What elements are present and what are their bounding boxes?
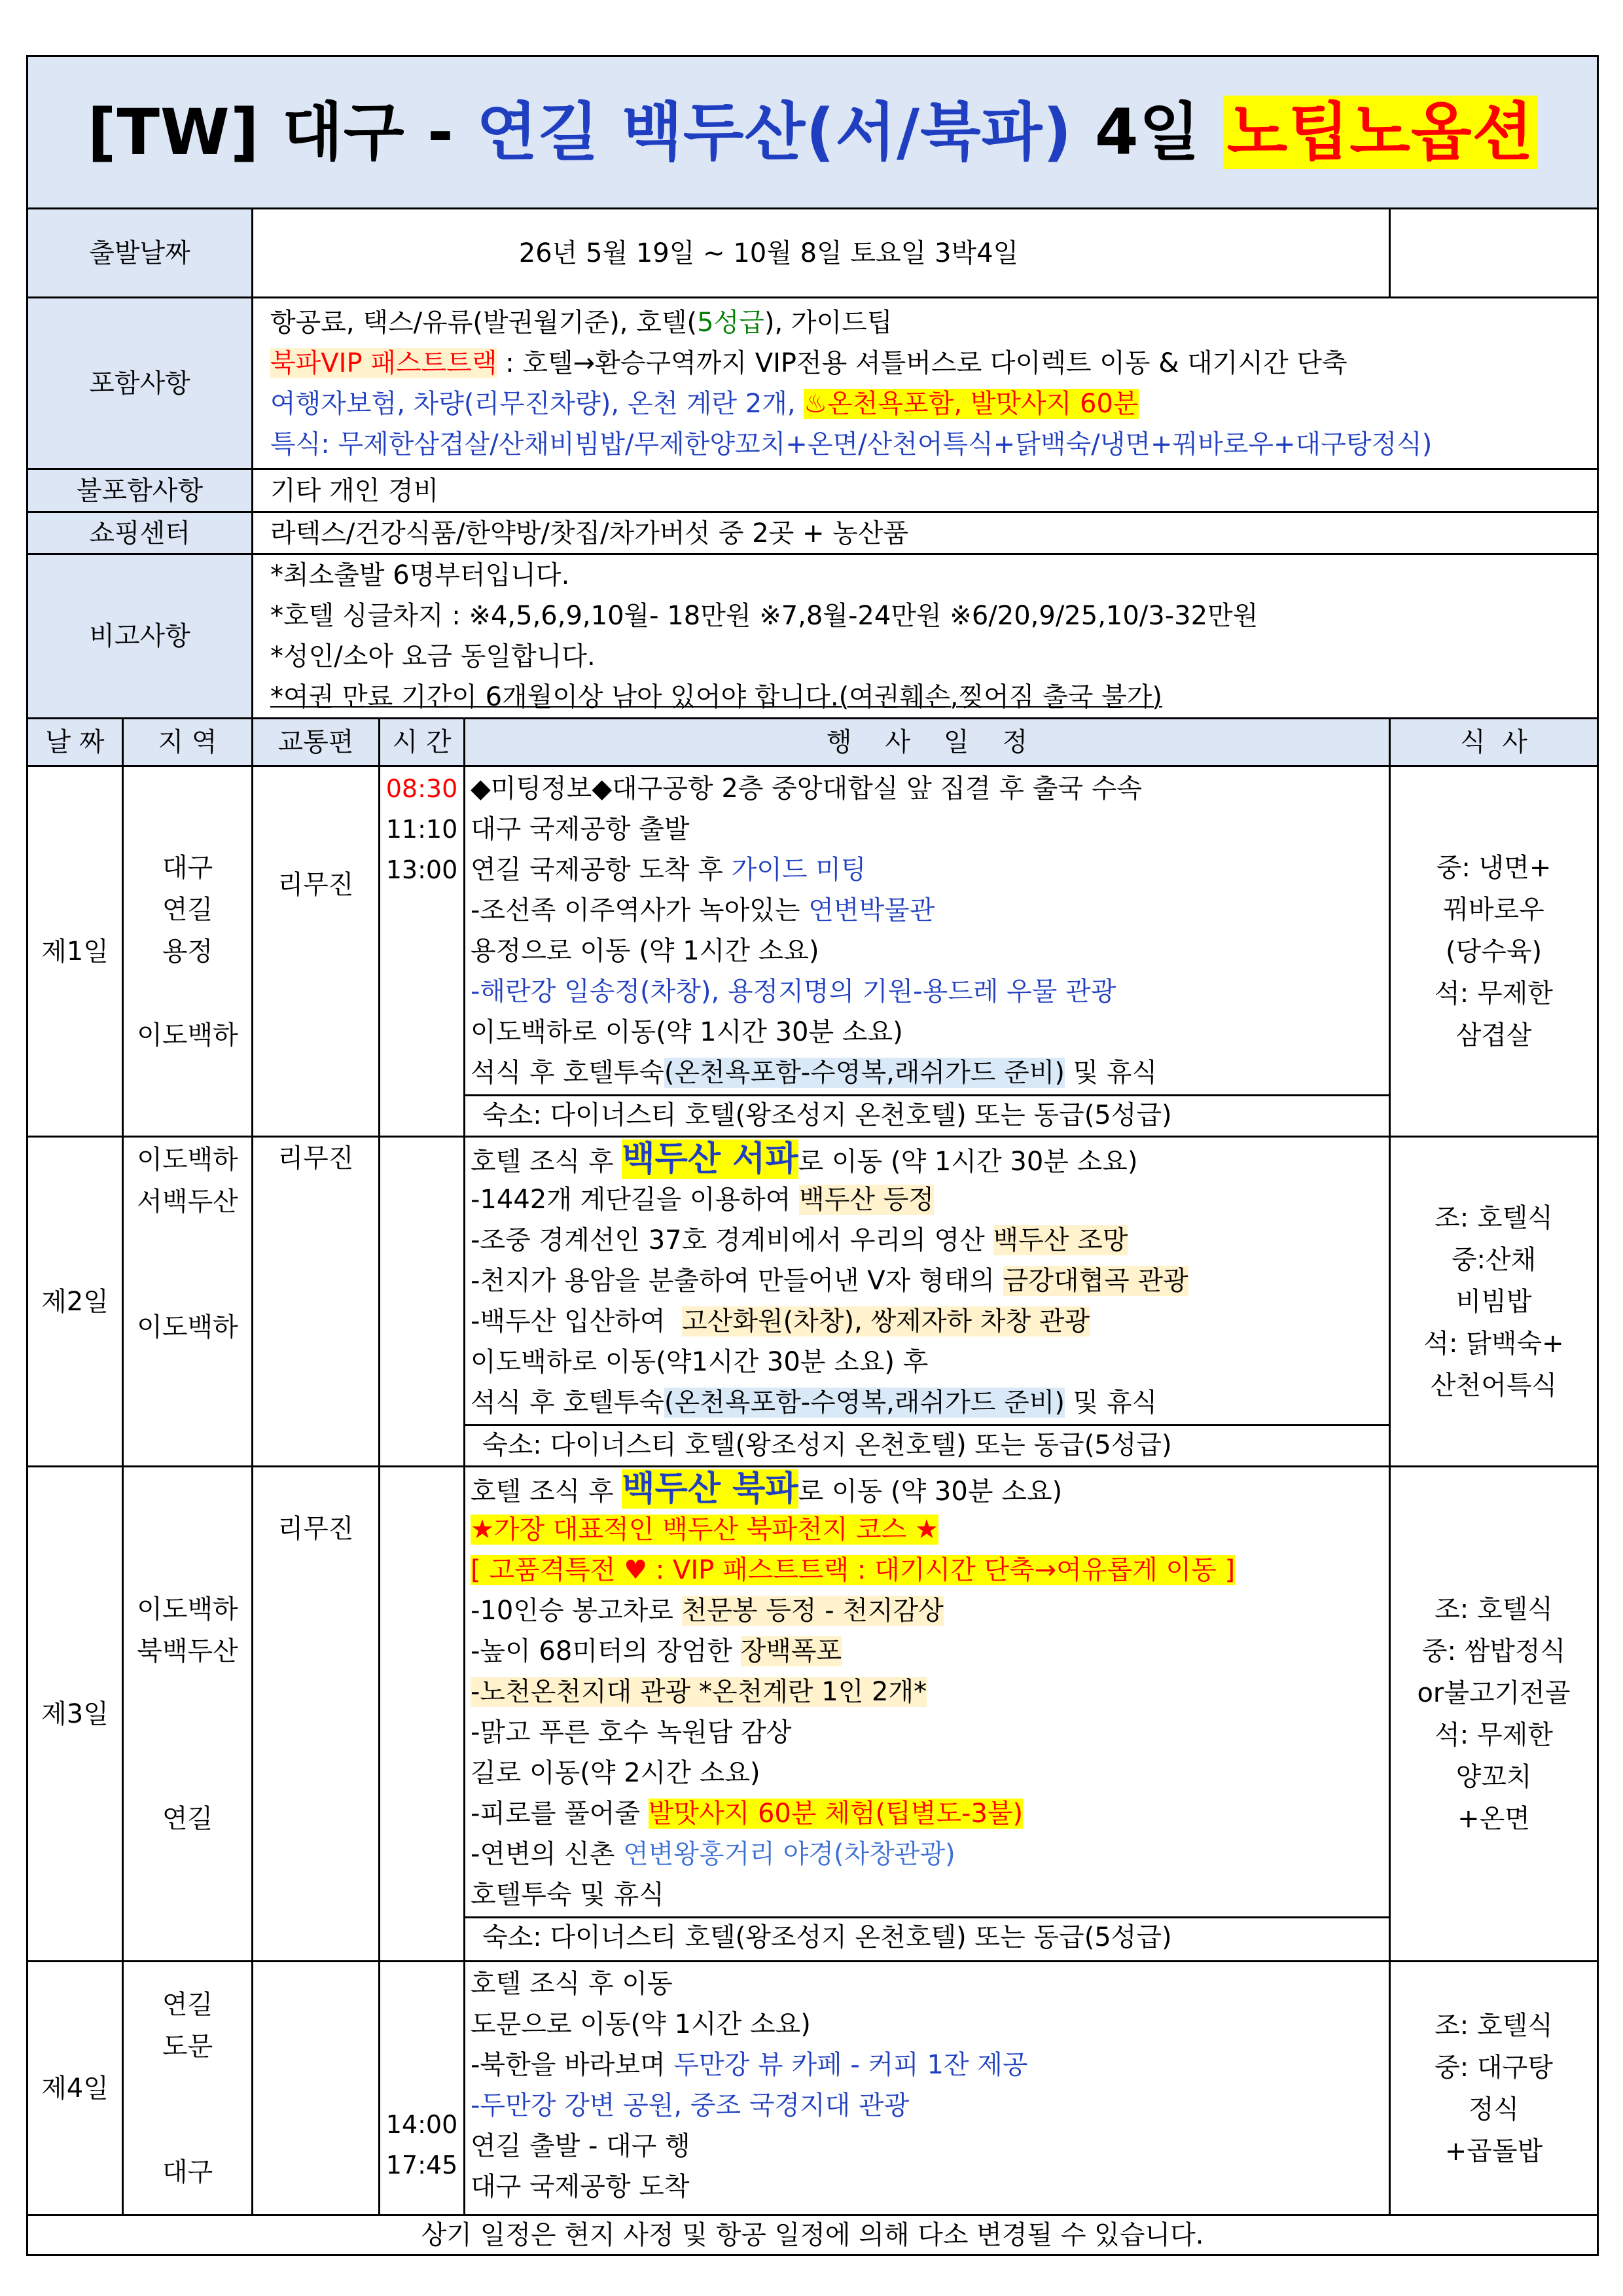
- day-schedule: [465, 1137, 1390, 1467]
- note-line-1: *최소출발 6명부터입니다.: [270, 560, 570, 590]
- day-transport: [253, 1962, 380, 2215]
- schedule-line: -연변의 신촌 연변왕홍거리 야경(차창관광): [471, 1839, 955, 1869]
- stay-info: 숙소: 다이너스티 호텔(왕조성지 온천호텔) 또는 동급(5성급): [465, 1094, 1389, 1134]
- schedule-line: ◆미팅정보◆대구공항 2층 중앙대합실 앞 집결 후 출국 수속: [471, 774, 1143, 804]
- schedule-line: 대구 국제공항 출발: [471, 814, 690, 844]
- day-label: 제1일: [27, 766, 123, 1137]
- schedule-line: -노천온천지대 관광 *온천계란 1인 2개*: [471, 1677, 927, 1707]
- day-schedule: [465, 1467, 1390, 1962]
- day-row-3: [27, 1467, 1598, 1962]
- col-header-transport: 교통편: [253, 719, 380, 766]
- schedule-line: -10인승 봉고차로 천문봉 등정 - 천지감상: [471, 1596, 944, 1626]
- day-meal: 조: 호텔식 중:산채 비빔밥 석: 닭백숙+ 산천어특식: [1390, 1137, 1598, 1467]
- day-times: [380, 1467, 465, 1962]
- col-header-region: 지 역: [123, 719, 253, 766]
- note-label: 비고사항: [27, 554, 253, 719]
- include-line-4: 특식: 무제한삼겹살/산채비빔밥/무제한양꼬치+온면/산천어특식+닭백숙/냉면+꿔바로우+대구탕정식): [270, 429, 1433, 459]
- schedule-line: -맑고 푸른 호수 녹원담 감상: [471, 1717, 792, 1748]
- day-times: [380, 1137, 465, 1467]
- stay-info: 숙소: 다이너스티 호텔(왕조성지 온천호텔) 또는 동급(5성급): [465, 1916, 1389, 1956]
- depart-value: 26년 5월 19일 ~ 10월 8일 토요일 3박4일: [253, 209, 1390, 298]
- day-regions: 연길 도문 대구: [123, 1962, 253, 2215]
- day-meal: 조: 호텔식 중: 대구탕 정식 +곱돌밥: [1390, 1962, 1598, 2215]
- schedule-line: -해란강 일송정(차창), 용정지명의 기원-용드레 우물 관광: [471, 977, 1116, 1007]
- schedule-line: -높이 68미터의 장엄한 장백폭포: [471, 1636, 842, 1666]
- schedule-line: 길로 이동(약 2시간 소요): [471, 1758, 760, 1788]
- day-regions: 이도백하 서백두산 이도백하: [123, 1137, 253, 1467]
- schedule-line: -북한을 바라보며 두만강 뷰 카페 - 커피 1잔 제공: [471, 2050, 1028, 2080]
- col-header-date: 날 짜: [27, 719, 123, 766]
- day-row-2: [27, 1137, 1598, 1467]
- note-value: [253, 554, 1598, 719]
- schedule-line: -1442개 계단길을 이용하여 백두산 등정: [471, 1185, 935, 1215]
- day-meal: 중: 냉면+ 꿔바로우 (당수육) 석: 무제한 삼겹살: [1390, 766, 1598, 1137]
- schedule-line: [ 고품격특전 ♥ : VIP 패스트트랙 : 대기시간 단축→여유롭게 이동 ]: [471, 1555, 1236, 1585]
- schedule-line: -조중 경계선인 37호 경계비에서 우리의 영산 백두산 조망: [471, 1225, 1128, 1255]
- schedule-line: 대구 국제공항 도착: [471, 2172, 690, 2202]
- schedule-line: -백두산 입산하여 고산화원(차창), 쌍제자하 차창 관광: [471, 1306, 1090, 1336]
- include-label: 포함사항: [27, 298, 253, 469]
- day-label: 제3일: [27, 1467, 123, 1962]
- schedule-line: 연길 출발 - 대구 행: [471, 2131, 690, 2161]
- col-header-meal: 식 사: [1390, 719, 1598, 766]
- title-prefix: [TW] 대구 -: [87, 96, 477, 169]
- schedule-line: 호텔 조식 후 백두산 북파로 이동 (약 30분 소요): [471, 1469, 1063, 1509]
- schedule-line: 석식 후 호텔투숙(온천욕포함-수영복,래쉬가드 준비) 및 휴식: [471, 1058, 1158, 1088]
- include-line-3: 여행자보험, 차량(리무진차량), 온천 계란 2개, ♨온천욕포함, 발맛사지 60분: [270, 388, 1139, 419]
- schedule-line: 호텔 조식 후 이동: [471, 1969, 673, 1999]
- day-label: 제2일: [27, 1137, 123, 1467]
- exclude-label: 불포함사항: [27, 469, 253, 512]
- note-line-2: *호텔 싱글차지 : ※4,5,6,9,10월- 18만원 ※7,8월-24만원 ※6/20,9/25,10/3-32만원: [270, 601, 1258, 631]
- schedule-line: -두만강 강변 공원, 중조 국경지대 관광: [471, 2090, 910, 2121]
- day-row-1: [27, 766, 1598, 1137]
- title-destination: 연길 백두산(서/북파): [476, 96, 1073, 169]
- day-regions: 대구 연길 용정 이도백하: [123, 766, 253, 1137]
- title-highlight: 노팁노옵션: [1223, 96, 1538, 169]
- day-transport: 리무진: [253, 1137, 380, 1467]
- note-line-4: *여권 만료 기간이 6개월이상 남아 있어야 합니다.(여권훼손,찢어짐 출국 불가): [270, 682, 1163, 712]
- depart-label: 출발날짜: [27, 209, 253, 298]
- shop-value: 라텍스/건강식품/한약방/찻집/차가버섯 중 2곳 + 농산품: [253, 512, 1598, 554]
- footer-note: 상기 일정은 현지 사정 및 항공 일정에 의해 다소 변경될 수 있습니다.: [27, 2215, 1598, 2255]
- stay-info: 숙소: 다이너스티 호텔(왕조성지 온천호텔) 또는 동급(5성급): [465, 1424, 1389, 1464]
- itinerary-table: [26, 55, 1599, 2256]
- schedule-line: -피로를 풀어줄 발맛사지 60분 체험(팁별도-3불): [471, 1799, 1024, 1829]
- day-regions: 이도백하 북백두산 연길: [123, 1467, 253, 1962]
- day-schedule: [465, 1962, 1390, 2215]
- schedule-line: 이도백하로 이동(약1시간 30분 소요) 후: [471, 1347, 929, 1377]
- schedule-line: 호텔 조식 후 백두산 서파로 이동 (약 1시간 30분 소요): [471, 1139, 1138, 1179]
- day-meal: 조: 호텔식 중: 쌈밥정식 or불고기전골 석: 무제한 양꼬치 +온면: [1390, 1467, 1598, 1962]
- col-header-time: 시 간: [380, 719, 465, 766]
- note-line-3: *성인/소아 요금 동일합니다.: [270, 641, 596, 672]
- exclude-value: 기타 개인 경비: [253, 469, 1598, 512]
- day-schedule: [465, 766, 1390, 1137]
- schedule-line: -조선족 이주역사가 녹아있는 연변박물관: [471, 895, 935, 925]
- include-line-1: 항공료, 택스/유류(발권월기준), 호텔(5성급), 가이드팁: [270, 307, 893, 338]
- day-row-4: [27, 1962, 1598, 2215]
- day-label: 제4일: [27, 1962, 123, 2215]
- include-line-2: 북파VIP 패스트트랙 : 호텔→환승구역까지 VIP전용 셔틀버스로 다이렉트 이동 & 대기시간 단축: [270, 348, 1347, 378]
- col-header-schedule: 행 사 일 정: [465, 719, 1390, 766]
- day-transport: 리무진: [253, 766, 380, 1137]
- day-times: 14:00 17:45: [380, 1962, 465, 2215]
- schedule-line: -천지가 용암을 분출하여 만들어낸 V자 형태의 금강대협곡 관광: [471, 1266, 1188, 1296]
- page-title: [27, 56, 1598, 209]
- schedule-line: 이도백하로 이동(약 1시간 30분 소요): [471, 1017, 903, 1047]
- itinerary-document: [26, 55, 1597, 2256]
- day-transport: 리무진: [253, 1467, 380, 1962]
- title-days: 4일: [1072, 96, 1223, 169]
- include-value: [253, 298, 1598, 469]
- schedule-line: 석식 후 호텔투숙(온천욕포함-수영복,래쉬가드 준비) 및 휴식: [471, 1388, 1158, 1418]
- schedule-line: 연길 국제공항 도착 후 가이드 미팅: [471, 855, 866, 885]
- day-times: 08:30 11:10 13:00: [380, 766, 465, 1137]
- schedule-line: 호텔투숙 및 휴식: [471, 1880, 664, 1910]
- shop-label: 쇼핑센터: [27, 512, 253, 554]
- schedule-line: ★가장 대표적인 백두산 북파천지 코스 ★: [471, 1515, 938, 1545]
- schedule-line: 도문으로 이동(약 1시간 소요): [471, 2009, 811, 2039]
- schedule-line: 용정으로 이동 (약 1시간 소요): [471, 936, 819, 966]
- depart-empty-cell: [1390, 209, 1598, 298]
